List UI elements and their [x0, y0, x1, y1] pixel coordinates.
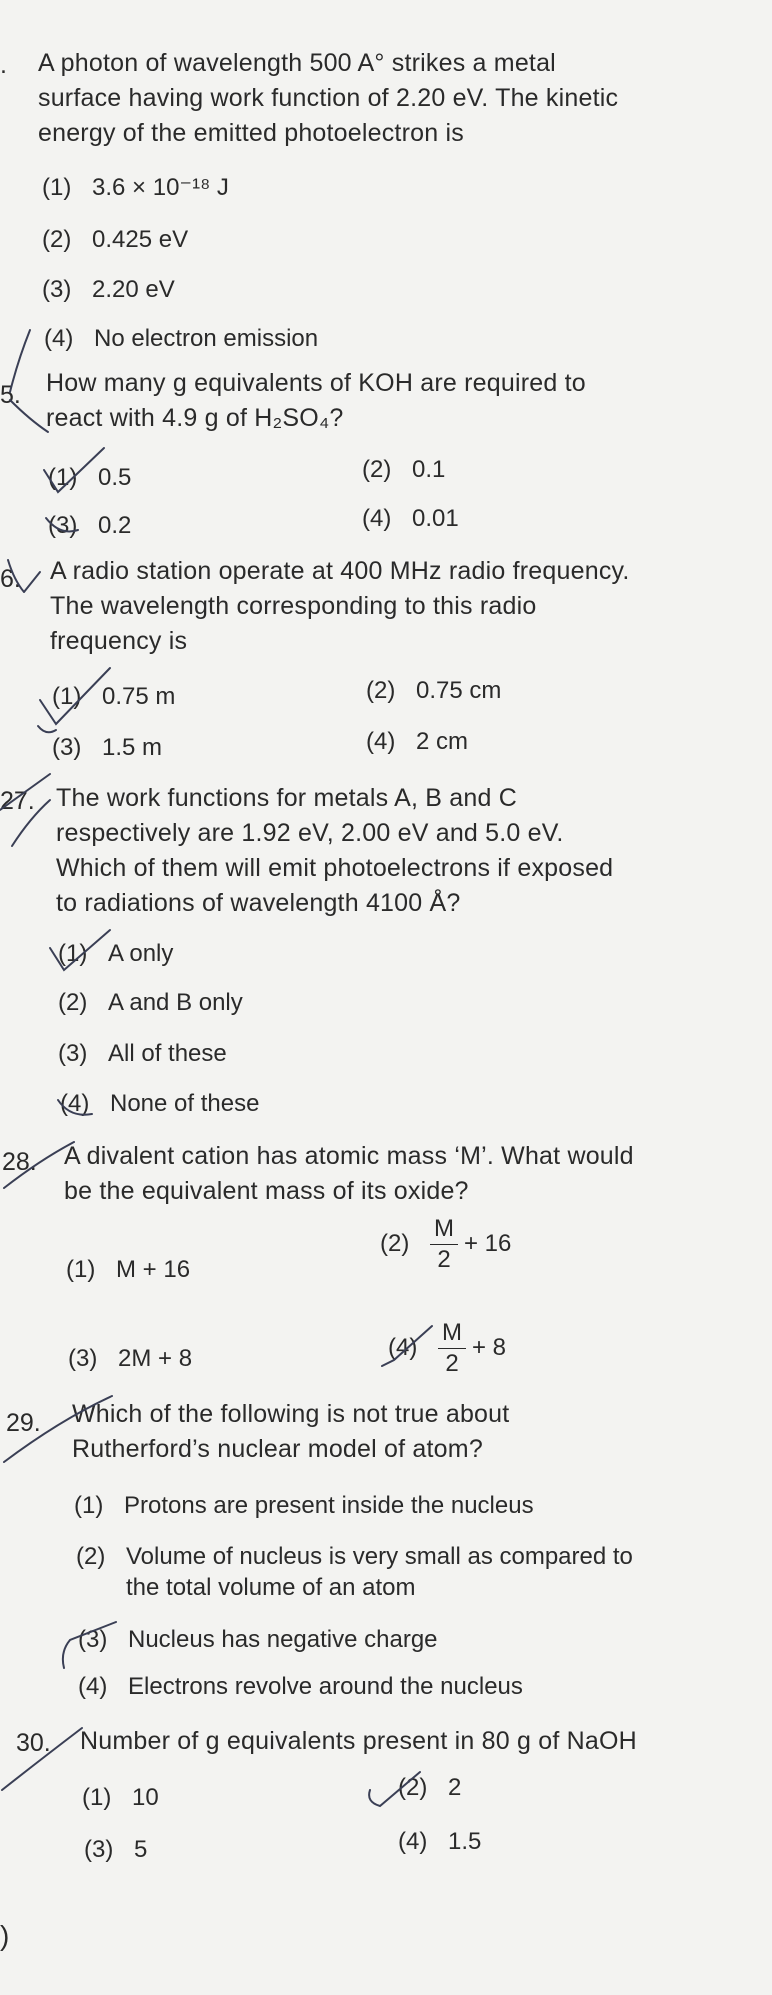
option-number: (3) — [48, 512, 78, 539]
option-number: (1) — [48, 464, 78, 491]
question-number: 30. — [16, 1729, 51, 1757]
question-number: 6. — [0, 565, 21, 593]
option-number: (1) — [52, 683, 82, 710]
option-text: 1.5 m — [102, 734, 163, 761]
option-text: M + 16 — [116, 1256, 191, 1283]
option[interactable] — [82, 1782, 159, 1814]
question-line: respectively are 1.92 eV, 2.00 eV and 5.0 eV. — [56, 819, 564, 847]
question-number: . — [0, 51, 7, 79]
option-text: 0.75 cm — [416, 677, 502, 704]
option[interactable] — [58, 1038, 227, 1070]
option-text: 0.5 — [98, 464, 132, 491]
option-number: (2) — [76, 1543, 106, 1570]
option[interactable] — [78, 1671, 523, 1703]
option[interactable] — [362, 503, 459, 535]
option-number: (3) — [84, 1836, 114, 1863]
option-text: 2.20 eV — [92, 276, 175, 303]
question-line: react with 4.9 g of H₂SO₄? — [46, 404, 344, 432]
question-text — [56, 781, 613, 921]
question-line: Which of the following is not true about — [72, 1400, 510, 1428]
option[interactable] — [388, 1318, 506, 1379]
option-number: (4) — [78, 1673, 108, 1700]
option[interactable] — [74, 1490, 534, 1522]
option-text: Protons are present inside the nucleus — [124, 1492, 534, 1519]
option-text: 1.5 — [448, 1828, 482, 1855]
option-number: (2) — [42, 226, 72, 253]
option-text: A and B only — [108, 989, 243, 1016]
question-text — [72, 1397, 509, 1467]
option-number: (4) — [398, 1828, 428, 1855]
question-text — [46, 366, 586, 436]
question-line: A radio station operate at 400 MHz radio frequency. — [50, 557, 630, 585]
option-number: (2) — [58, 989, 88, 1016]
option-text: 0.425 eV — [92, 226, 189, 253]
option-number: (4) — [388, 1333, 418, 1361]
option[interactable] — [84, 1834, 147, 1866]
option-number: (3) — [78, 1626, 108, 1653]
option-number: (1) — [66, 1256, 96, 1283]
option[interactable] — [362, 454, 445, 486]
option-number: (3) — [42, 276, 72, 303]
option-text: Electrons revolve around the nucleus — [128, 1673, 523, 1700]
option[interactable] — [42, 224, 188, 256]
option-text: 2 — [448, 1774, 462, 1801]
option-text: 2 cm — [416, 728, 469, 755]
option-number: (2) — [366, 677, 396, 704]
option[interactable] — [48, 462, 131, 494]
question-number: 28. — [2, 1148, 37, 1176]
option-number: (3) — [58, 1040, 88, 1067]
option-text: 10 — [132, 1784, 159, 1811]
option-text: + 16 — [464, 1229, 512, 1257]
option-number: (1) — [42, 174, 72, 201]
option[interactable] — [58, 987, 243, 1019]
option-text: + 8 — [472, 1333, 507, 1361]
question-text — [64, 1139, 634, 1209]
question-line: Number of g equivalents present in 80 g of NaOH — [80, 1727, 637, 1755]
fraction — [430, 1214, 458, 1275]
option-text: Nucleus has negative charge — [128, 1626, 438, 1653]
option-number: (3) — [68, 1345, 98, 1372]
option[interactable] — [68, 1343, 192, 1375]
fraction-numerator: M — [438, 1318, 466, 1349]
option[interactable] — [44, 323, 318, 355]
option-text: Volume of nucleus is very small as compared to — [126, 1543, 633, 1570]
option-text: 0.2 — [98, 512, 132, 539]
question-number: 5. — [0, 381, 21, 409]
option-number: (2) — [362, 456, 392, 483]
question-text — [38, 46, 618, 151]
question-line: energy of the emitted photoelectron is — [38, 119, 464, 147]
question-line: The wavelength corresponding to this radio — [50, 592, 537, 620]
option-number: (2) — [380, 1229, 410, 1257]
option-continuation: the total volume of an atom — [126, 1574, 416, 1601]
question-line: How many g equivalents of KOH are required to — [46, 369, 586, 397]
option[interactable] — [42, 274, 175, 306]
option-text: All of these — [108, 1040, 227, 1067]
question-text — [50, 554, 630, 659]
question-line: Rutherford’s nuclear model of atom? — [72, 1435, 483, 1463]
option-number: (4) — [366, 728, 396, 755]
option[interactable] — [78, 1624, 438, 1656]
page-edge-fragment: ) — [0, 1920, 10, 1951]
fraction — [438, 1318, 466, 1379]
option-number: (4) — [44, 325, 74, 352]
option-number: (3) — [52, 734, 82, 761]
question-text — [80, 1724, 637, 1759]
option-text: 0.75 m — [102, 683, 176, 710]
option-text: A only — [108, 940, 174, 967]
option-text: 2M + 8 — [118, 1345, 193, 1372]
question-line: frequency is — [50, 627, 188, 655]
option[interactable] — [52, 732, 162, 764]
question-number: 27. — [0, 787, 35, 815]
question-line: A divalent cation has atomic mass ‘M’. What would — [64, 1142, 634, 1170]
option[interactable] — [58, 938, 173, 970]
option[interactable] — [48, 510, 131, 542]
option[interactable] — [380, 1214, 511, 1275]
option[interactable] — [66, 1254, 190, 1286]
option[interactable] — [52, 681, 175, 713]
option[interactable] — [398, 1826, 481, 1858]
option[interactable] — [42, 172, 229, 204]
option-text: 3.6 × 10⁻¹⁸ J — [92, 174, 229, 201]
question-line: The work functions for metals A, B and C — [56, 784, 517, 812]
option-text: No electron emission — [94, 325, 319, 352]
option[interactable] — [366, 726, 468, 758]
option-text: 5 — [134, 1836, 148, 1863]
question-number: 29. — [6, 1409, 41, 1437]
fraction-numerator: M — [430, 1214, 458, 1245]
question-line: Which of them will emit photoelectrons if exposed — [56, 854, 614, 882]
option[interactable] — [60, 1088, 259, 1120]
option-number: (2) — [398, 1774, 428, 1801]
option-text: 0.01 — [412, 505, 459, 532]
option[interactable] — [76, 1541, 633, 1573]
option-text: None of these — [110, 1090, 260, 1117]
option[interactable] — [366, 675, 501, 707]
question-line: be the equivalent mass of its oxide? — [64, 1177, 469, 1205]
fraction-denominator: 2 — [437, 1246, 451, 1273]
option-number: (1) — [58, 940, 88, 967]
option-text: 0.1 — [412, 456, 446, 483]
option-number: (1) — [74, 1492, 104, 1519]
question-line: to radiations of wavelength 4100 Å? — [56, 889, 461, 917]
option-number: (4) — [60, 1090, 90, 1117]
option[interactable] — [398, 1772, 461, 1804]
option-number: (4) — [362, 505, 392, 532]
option-number: (1) — [82, 1784, 112, 1811]
fraction-denominator: 2 — [445, 1350, 459, 1377]
question-line: A photon of wavelength 500 A° strikes a metal — [38, 49, 556, 77]
question-line: surface having work function of 2.20 eV. The kinetic — [38, 84, 619, 112]
